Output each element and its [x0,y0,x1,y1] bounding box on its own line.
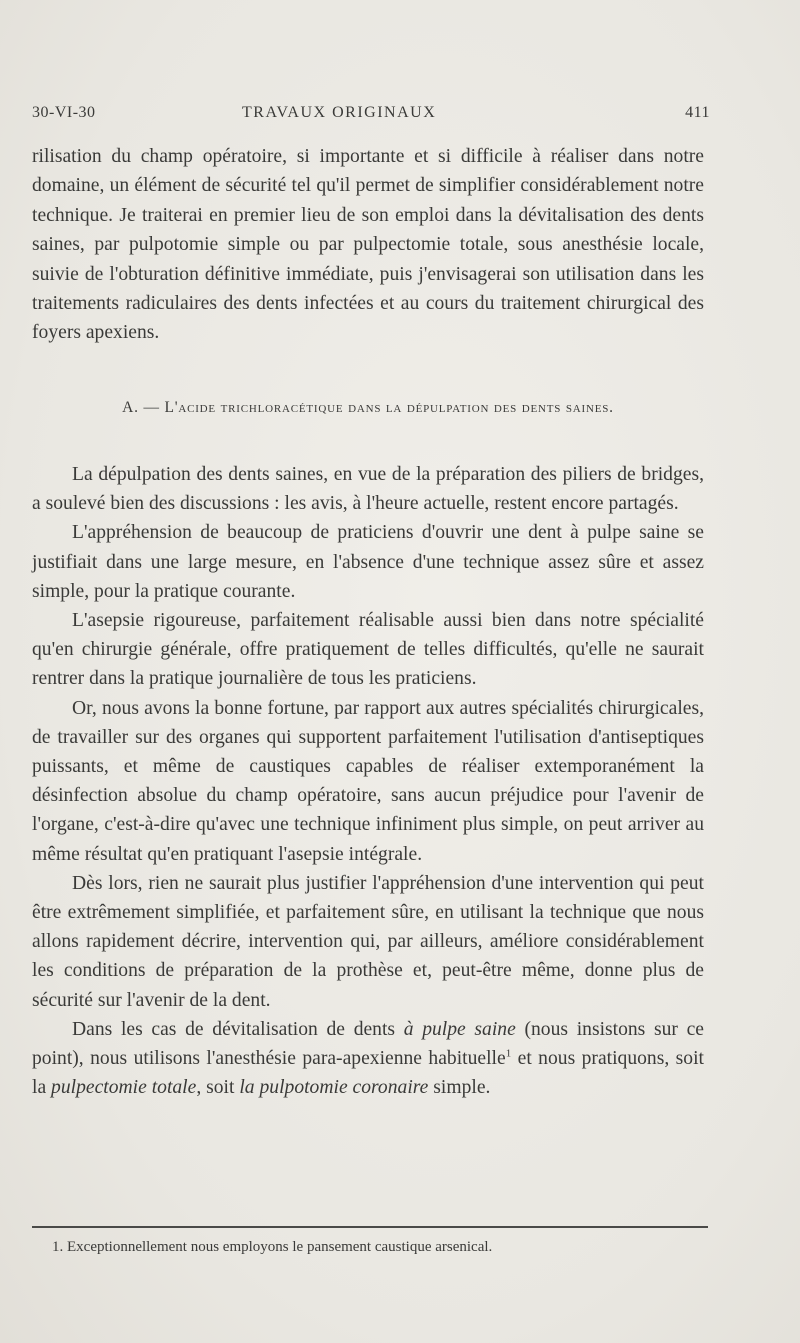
italic-run: la pulpotomie coronaire [239,1077,429,1099]
footnote [52,1237,692,1257]
intro-text [32,142,704,348]
text-run: (nous insistons sur ce point), nous utilisons l'anesthésie para-apexienne habituelle [32,1018,704,1070]
text-run: , soit [196,1077,240,1099]
section-body [32,460,704,1102]
footnote-divider [32,1226,708,1228]
italic-run: pulpectomie totale [51,1077,197,1099]
paragraph: Dès lors, rien ne saurait plus justifier l'appréhension d'une intervention qui peut être extrêmement simplifiée, et parfaitement sûre, en utilisant la technique que nous allons rapidement décrire, intervention qui, par ailleurs, améliore considérablement les conditions de préparation de la prothèse et, peut-être même, donne plus de sécurité sur l'avenir de la dent. [32,872,704,1011]
page-number: 411 [685,104,710,121]
text-run: et nous pratiquons, soit la [32,1048,704,1099]
intro-paragraph: rilisation du champ opératoire, si importante et si difficile à réaliser dans notre domaine, un élément de sécurité tel qu'il permet de simplifier considérablement notre technique. Je traiterai en premier lieu de son emploi dans la dévitalisation des dents saines, par pulpotomie simple ou par pulpectomie totale, sous anesthésie locale, suivie de l'obturation définitive immédiate, puis j'envisagerai son utilisation dans les traitements radiculaires des dents infectées et au cours du traitement chirurgical des foyers apexiens. [32,146,704,344]
footnote-text: Exceptionnellement nous employons le pansement caustique arsenical. [67,1239,493,1255]
italic-run: à pulpe saine [403,1018,516,1040]
running-header [32,104,710,130]
paragraph: L'appréhension de beaucoup de praticiens d'ouvrir une dent à pulpe saine se justifiait dans une large mesure, en l'absence d'une technique assez sûre et assez simple, pour la pratique courante. [32,522,704,602]
text-run: Dans les cas de dévitalisation de dents [72,1018,404,1040]
text-run: simple. [428,1077,491,1099]
paragraph-last [32,1015,704,1103]
header-title: TRAVAUX ORIGINAUX [242,104,437,121]
paragraph: La dépulpation des dents saines, en vue de la préparation des piliers de bridges, a soulevé bien des discussions : les avis, à l'heure actuelle, restent encore partagés. [32,464,704,515]
paragraph: L'asepsie rigoureuse, parfaitement réalisable aussi bien dans notre spécialité qu'en chirurgie générale, offre pratiquement de telles difficultés, qu'elle ne saurait rentrer dans la pratique journalière de tous les praticiens. [32,610,704,690]
header-date: 30-VI-30 [32,104,96,121]
footnote-mark: 1 [505,1047,512,1060]
paragraph: Or, nous avons la bonne fortune, par rapport aux autres spécialités chirurgicales, de travailler sur des organes qui supportent parfaitement l'utilisation d'antiseptiques puissants, et même de caustiques capables de réaliser extemporanément la désinfection absolue du champ opératoire, sans aucun préjudice pour l'avenir de l'organe, c'est-à-dire qu'avec une technique infiniment plus simple, on peut arriver au même résultat qu'en pratiquant l'asepsie intégrale. [32,697,704,865]
section-heading: A. — L'acide trichloracétique dans la dépulpation des dents saines. [122,399,614,416]
footnote-number: 1. [52,1239,64,1255]
